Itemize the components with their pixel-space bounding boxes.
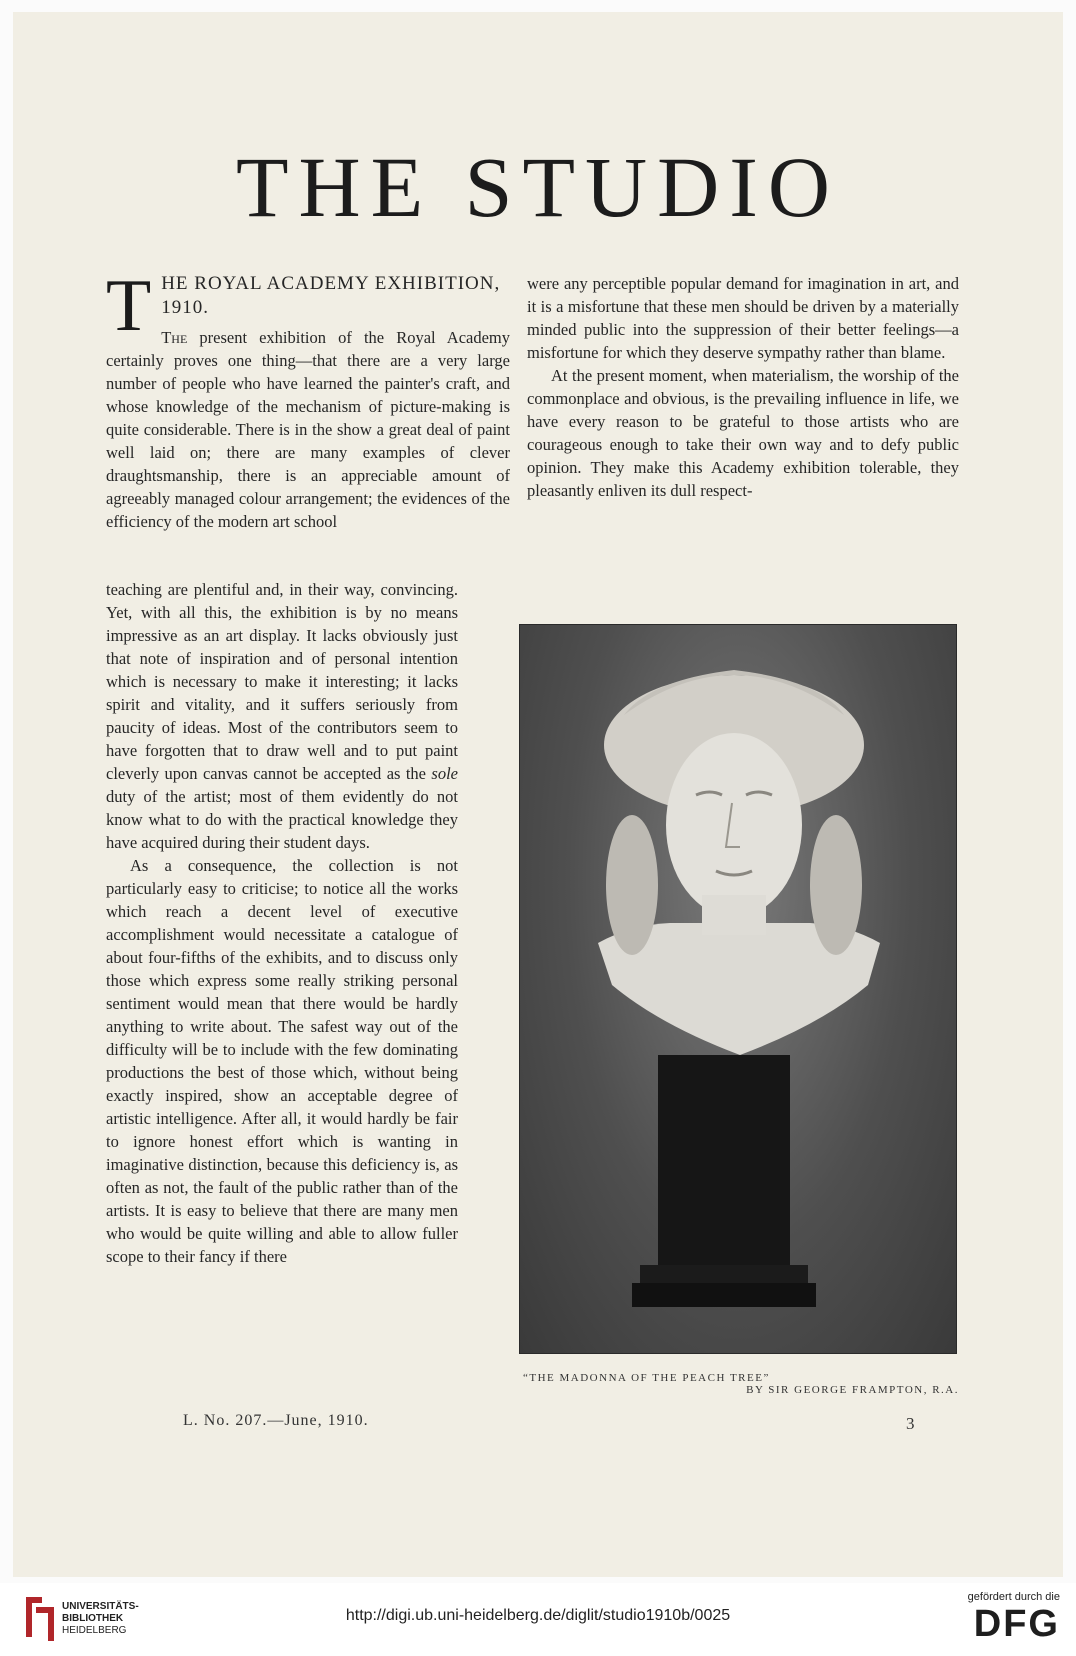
page-number: 3 — [906, 1414, 915, 1433]
dfg-logo[interactable]: DFG — [973, 1603, 1060, 1645]
right-paragraph-1: were any perceptible popular demand for imagination in art, and it is a misfortune that these men should be driven by a materially minded public into the suppression of their better feelings—a misfortune for which they deserve sympathy rather than blame. — [527, 274, 959, 362]
masthead-title: THE STUDIO — [236, 139, 840, 235]
article-column-left-bottom — [106, 578, 458, 1268]
paragraph-1-text: present exhibition of the Royal Academy certainly proves one thing—that there are a very large number of people who have learned the painter's craft, and whose knowledge of the mechanism of picture-making is quite considerable. There is in the show a great deal of paint well laid on; there are many examples of clever draughtsmanship, there is an appreciable amount of agreeably managed colour arrangement; the evidences of the efficiency of the modern art school — [106, 328, 511, 531]
sculpture-photograph — [519, 624, 957, 1354]
right-paragraph-2: At the present moment, when materialism, the worship of the commonplace and obvious, is the prevailing influence in life, we have every reason to be grateful to those artists who are courageous enough to take their own way and to defy public opinion. They make this Academy exhibition tolerable, they pleasantly enliven its dull respect- — [527, 366, 959, 500]
library-name-line-1: UNIVERSITÄTS- — [62, 1601, 139, 1612]
bust-illustration — [520, 625, 956, 1353]
funded-by-label: gefördert durch die — [967, 1591, 1060, 1603]
issue-line: L. No. 207.—June, 1910. — [183, 1412, 369, 1429]
italic-word: sole — [431, 764, 459, 783]
viewer-footer-bar — [0, 1583, 1076, 1656]
article-column-left-top — [106, 265, 511, 533]
library-name-line-2: BIBLIOTHEK — [62, 1613, 124, 1624]
caption-title: “THE MADONNA OF THE PEACH TREE” — [523, 1372, 770, 1384]
article-headline: HE ROYAL ACADEMY EXHIBITION, 1910. — [161, 273, 501, 318]
paragraph-1-continued: teaching are plentiful and, in their way, convincing. Yet, with all this, the exhibition is by no means impressive as an art display. It lacks obviously just that note of inspiration and of personal intention which is necessary to make it interesting; it lacks spirit and vitality, and it suffers seriously from paucity of ideas. Most of the contributors seem to have forgotten that to draw well and to put paint cleverly upon canvas cannot be accepted as the — [106, 580, 458, 783]
paragraph-1-end: duty of the artist; most of them evidently do not know what to do with the practical knowledge they have acquired during their student days. — [106, 787, 458, 852]
article-column-right — [527, 272, 959, 502]
lead-word: The — [161, 328, 188, 347]
permalink-url[interactable]: http://digi.ub.uni-heidelberg.de/diglit/studio1910b/0025 — [345, 1607, 731, 1624]
library-name-line-3: HEIDELBERG — [62, 1625, 127, 1636]
scanned-page — [13, 12, 1063, 1577]
photo-caption — [509, 1372, 959, 1396]
dropcap-letter: T — [106, 265, 152, 347]
caption-artist: BY SIR GEORGE FRAMPTON, R.A. — [746, 1384, 959, 1396]
paragraph-2: As a consequence, the collection is not particularly easy to criticise; to notice all the works which reach a decent level of executive accomplishment would necessitate a catalogue of about four-fifths of the exhibits, and to discuss only those which express some really striking personal sentiment would mean that there would be hardly anything to write about. The safest way out of the difficulty will be to include with the few dominating productions the best of those which, without being exactly inspired, show an acceptable degree of artistic intelligence. After all, it would hardly be fair to ignore honest effort which is wanting in imaginative distinction, because this deficiency is, as often as not, the fault of the public rather than of the artists. It is easy to believe that there are many men who would be quite willing and able to allow fuller scope to their fancy if there — [106, 856, 458, 1266]
